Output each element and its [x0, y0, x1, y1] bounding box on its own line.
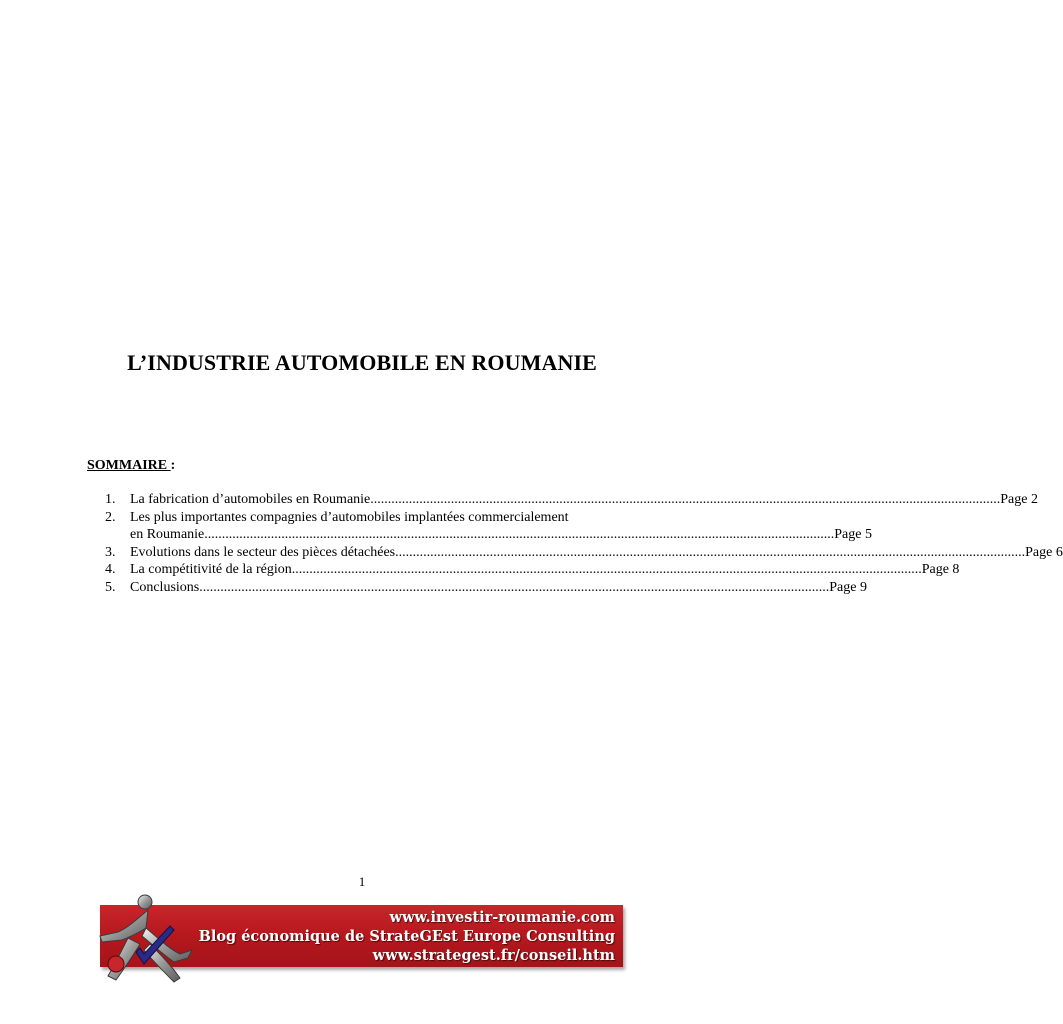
toc-label: Les plus importantes compagnies d’automobiles implantées commercialement — [130, 509, 569, 525]
banner-website-link[interactable]: www.investir-roumanie.com — [389, 909, 615, 926]
toc-leader-dots — [199, 579, 829, 597]
toc-page: Page 5 — [834, 527, 872, 542]
toc-number: 3. — [105, 544, 116, 560]
toc-item-3[interactable] — [105, 544, 1063, 562]
banner-conseil-link[interactable]: www.strategest.fr/conseil.htm — [372, 947, 615, 964]
toc-item-5[interactable] — [105, 579, 867, 597]
toc-label: Conclusions — [130, 579, 200, 595]
sommaire-heading — [87, 458, 175, 474]
toc-item-2[interactable] — [105, 509, 872, 544]
toc-item-4[interactable] — [105, 561, 960, 579]
toc-label: en Roumanie — [130, 527, 205, 542]
toc-item-1[interactable] — [105, 491, 1038, 509]
table-of-contents — [105, 491, 1063, 596]
banner-tagline: Blog économique de StrateGEst Europe Consulting — [198, 928, 615, 945]
toc-page: Page 8 — [921, 562, 960, 577]
toc-page: Page 6 — [1025, 544, 1063, 560]
toc-label: La fabrication d’automobiles en Roumanie — [130, 492, 371, 507]
toc-leader-dots — [204, 526, 834, 544]
logo-disc — [108, 956, 124, 972]
toc-page: Page 2 — [1000, 492, 1038, 507]
toc-number: 2. — [105, 509, 116, 525]
toc-leader-dots — [292, 561, 922, 579]
sommaire-label: SOMMAIRE — [87, 458, 171, 473]
toc-number: 1. — [105, 492, 116, 507]
toc-leader-dots — [395, 544, 1025, 562]
toc-leader-dots — [370, 491, 1000, 509]
toc-page: Page 9 — [829, 579, 867, 595]
toc-label: Evolutions dans le secteur des pièces détachées — [130, 544, 396, 560]
page-number: 1 — [358, 874, 366, 889]
toc-label: La compétitivité de la région — [130, 562, 292, 577]
toc-number: 5. — [105, 579, 116, 595]
toc-number: 4. — [105, 562, 116, 577]
stylized-figure-logo-icon — [88, 892, 198, 984]
banner-text — [199, 908, 615, 965]
sommaire-colon: : — [170, 458, 176, 473]
page-title: L’INDUSTRIE AUTOMOBILE EN ROUMANIE — [127, 350, 597, 375]
